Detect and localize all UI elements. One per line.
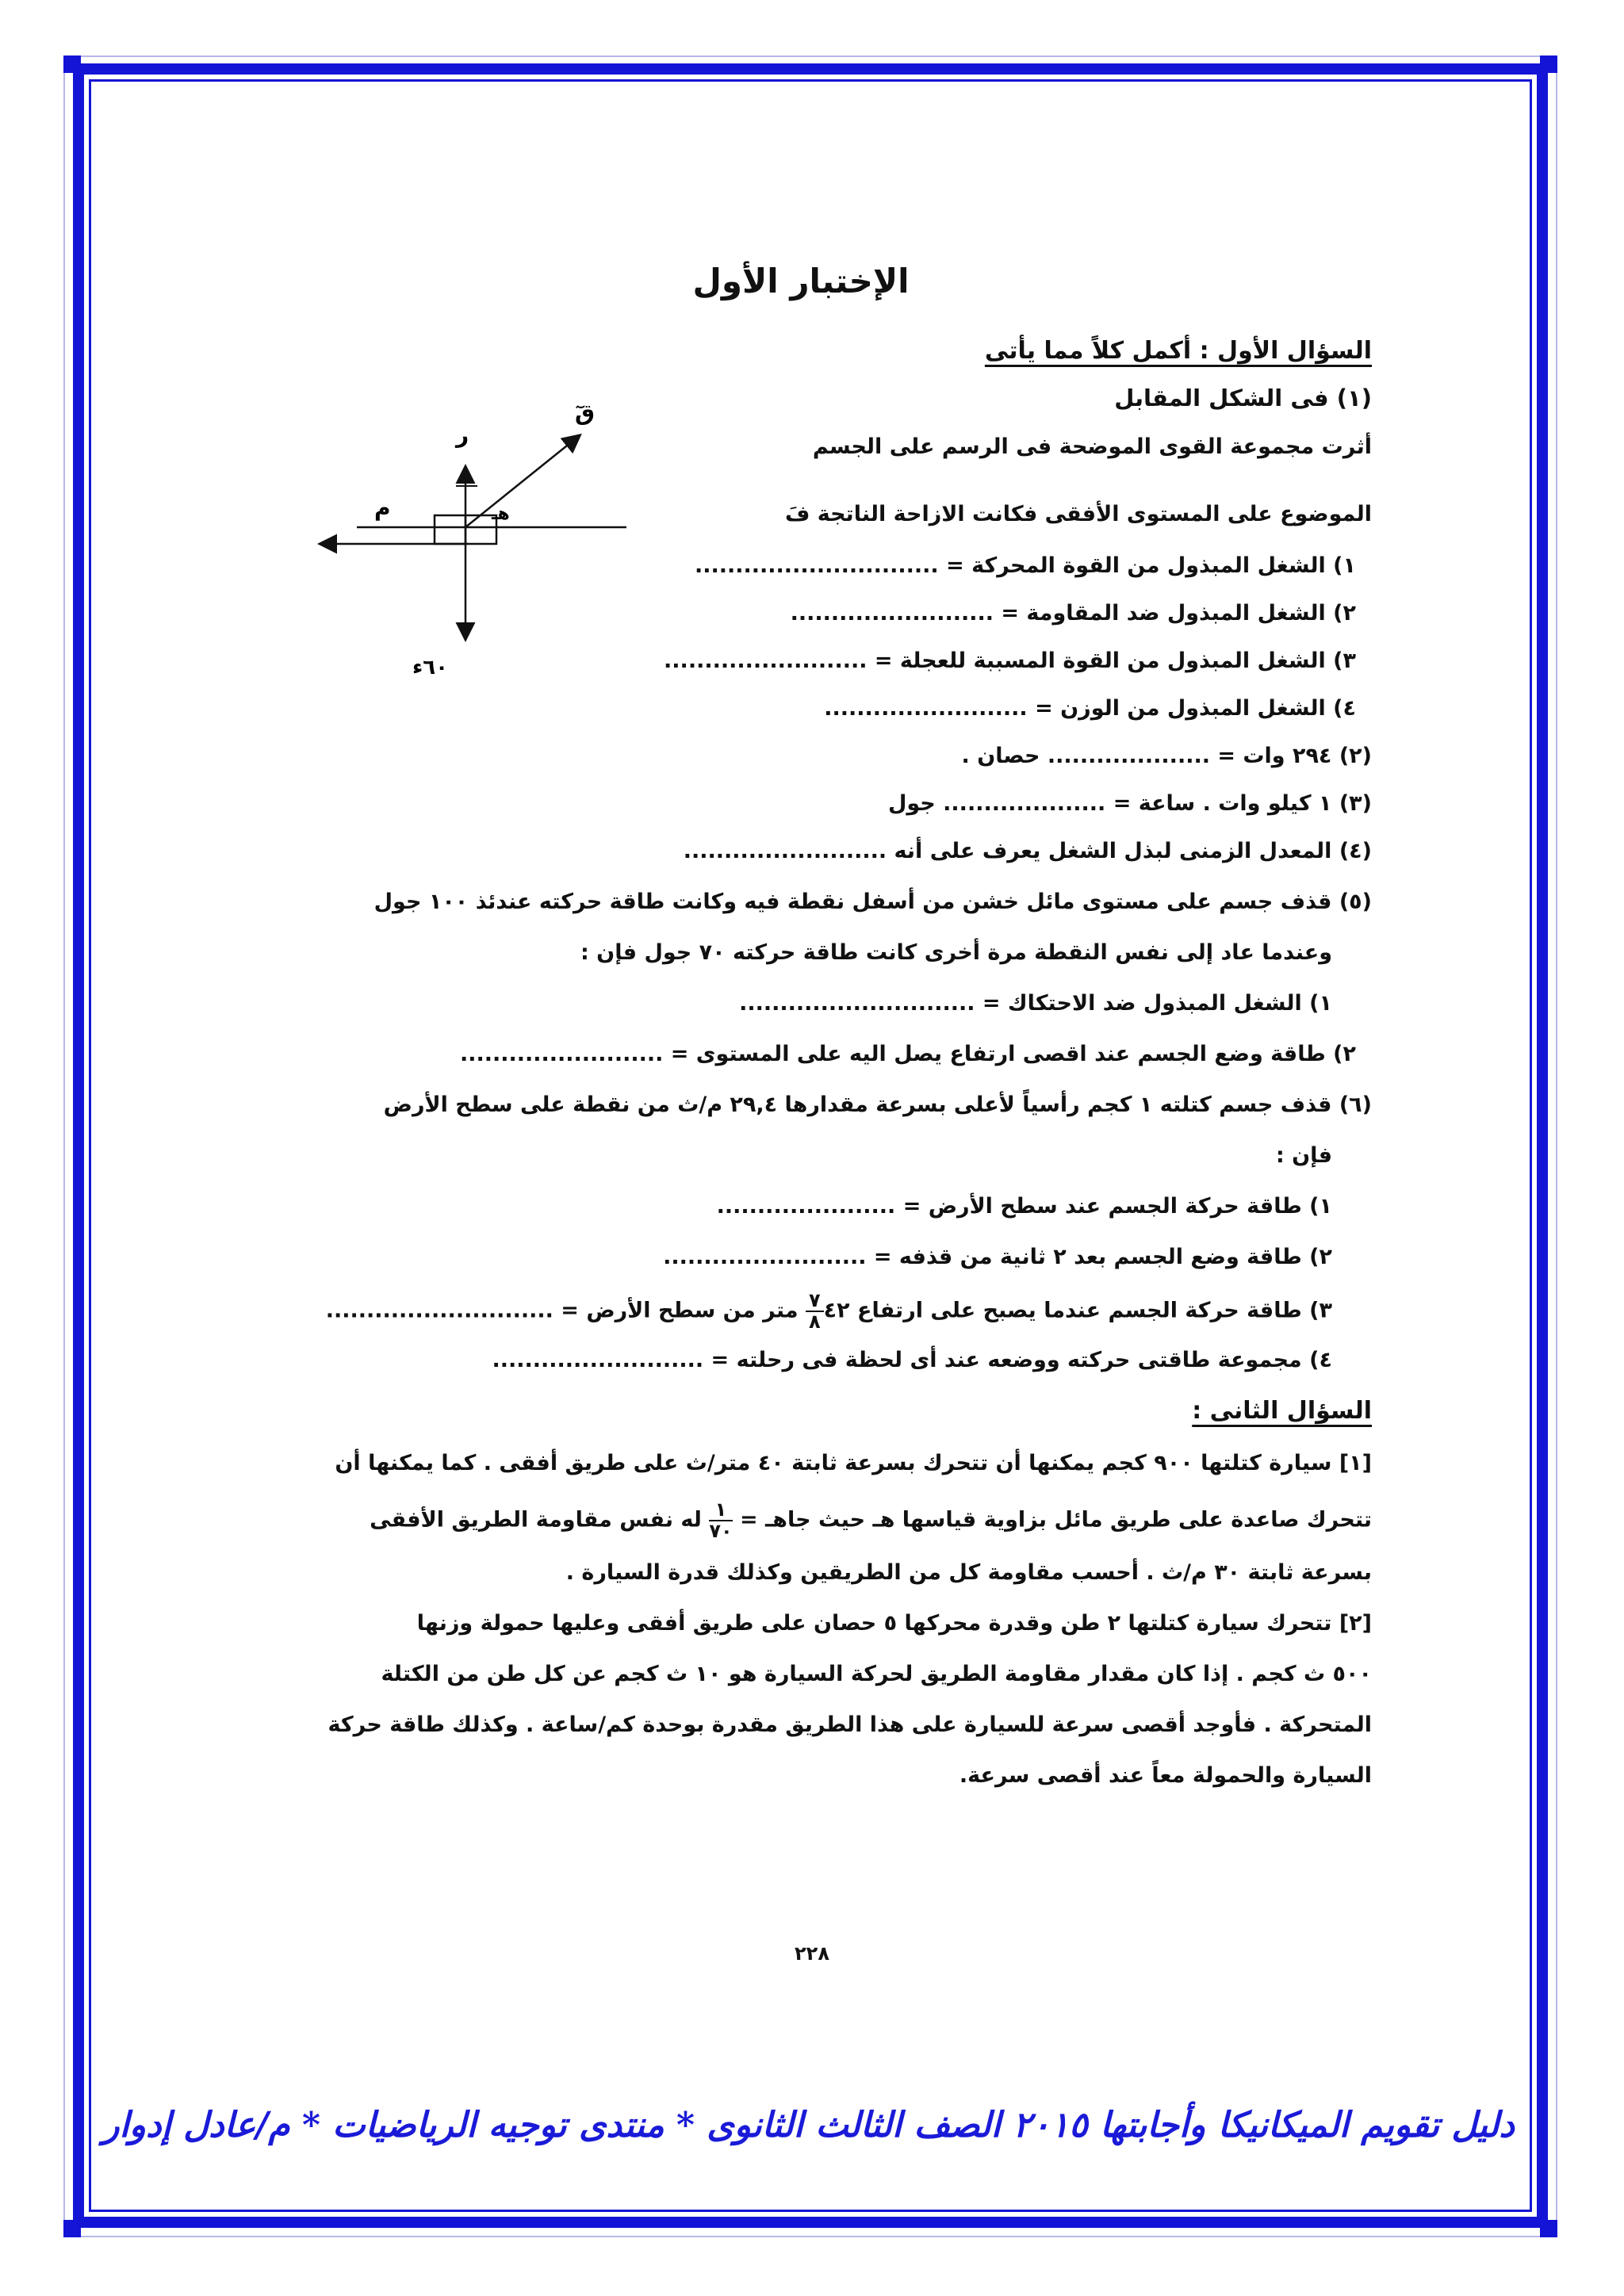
- corner-ornament: [63, 55, 81, 73]
- q1-item5-sub2: ٢) طاقة وضع الجسم عند اقصى ارتفاع يصل اليه على المستوى = .........................: [459, 1042, 1356, 1066]
- q1-item1-text-b: الموضوع على المستوى الأفقى فكانت الازاحة الناتجة فَ: [784, 502, 1372, 526]
- question-2-heading: السؤال الثانى :: [1192, 1397, 1372, 1425]
- q1-item1-text-a: أثرت مجموعة القوى الموضحة فى الرسم على الجسم: [812, 434, 1372, 459]
- q2-p1-b-pre: تتحرك صاعدة على طريق مائل بزاوية قياسها هـ حيث جاهـ =: [740, 1507, 1372, 1533]
- q1-item5-b: وعندما عاد إلى نفس النقطة مرة أخرى كانت طاقة حركته ٧٠ جول فإن :: [580, 940, 1332, 965]
- footer-caption: دليل تقويم الميكانيكا وأجابتها ٢٠١٥ الصف الثالث الثانوى * منتدى توجيه الرياضيات * م/عادل إدوار: [102, 2105, 1515, 2145]
- q2-p2-c: المتحركة . فأوجد أقصى سرعة للسيارة على هذا الطريق مقدرة بوحدة كم/ساعة . وكذلك طاقة حركة: [327, 1712, 1372, 1737]
- q2-p1-c: بسرعة ثابتة ٣٠ م/ث . أحسب مقاومة كل من الطريقين وكذلك قدرة السيارة .: [565, 1560, 1372, 1585]
- q1-item6-sub3-post: متر من سطح الأرض = ............................: [325, 1298, 799, 1323]
- q1-item6-sub3-whole: ٤٢: [823, 1298, 850, 1323]
- q1-item6-sub3: [326, 1291, 1332, 1332]
- q1-item6-sub2: ٢) طاقة وضع الجسم بعد ٢ ثانية من قذفه = .........................: [663, 1245, 1332, 1269]
- force-diagram: [309, 396, 642, 698]
- page-number: ٢٢٨: [795, 1942, 829, 1965]
- q1-item1-sub3: ٣) الشغل المبذول من القوة المسببة للعجلة = .........................: [664, 649, 1356, 673]
- q1-item6-sub3-pre: ٣) طاقة حركة الجسم عندما يصبح على ارتفاع: [857, 1298, 1332, 1323]
- fraction-denominator: ٨: [809, 1311, 821, 1334]
- q2-p2-b: ٥٠٠ ث كجم . إذا كان مقدار مقاومة الطريق لحركة السيارة هو ١٠ ث كجم عن كل طن من الكتلة: [381, 1662, 1372, 1686]
- label-q: قٓ: [575, 400, 596, 426]
- label-r: ر: [456, 422, 469, 448]
- page-title: الإختبار الأول: [692, 262, 910, 300]
- q1-item6-sub1: ١) طاقة حركة الجسم عند سطح الأرض = ......................: [716, 1194, 1332, 1219]
- label-m: م: [374, 495, 391, 521]
- applied-force-arrow: [465, 436, 579, 527]
- q1-item6-a: (٦) قذف جسم كتلته ١ كجم رأسياً لأعلى بسرعة مقدارها ٢٩,٤ م/ث من نقطة على سطح الأرض: [383, 1093, 1372, 1117]
- corner-ornament: [1540, 55, 1557, 73]
- question-1-heading: السؤال الأول : أكمل كلاً مما يأتى: [984, 337, 1372, 365]
- mixed-fraction: [806, 1291, 824, 1332]
- fraction: [709, 1500, 732, 1541]
- q2-p2-d: السيارة والحمولة معاً عند أقصى سرعة.: [959, 1763, 1372, 1788]
- corner-ornament: [63, 2220, 81, 2237]
- q2-p2-a: [٢] تتحرك سيارة كتلتها ٢ طن وقدرة محركها ٥ حصان على طريق أفقى وعليها حمولة وزنها: [416, 1611, 1372, 1636]
- q1-item1-sub1: ١) الشغل المبذول من القوة المحركة = ..............................: [694, 553, 1356, 578]
- q2-p1-b: [370, 1500, 1372, 1541]
- label-weight: ٦٠ء: [412, 656, 449, 679]
- q1-item3: (٣) ١ كيلو وات . ساعة = .................... جول: [887, 791, 1372, 816]
- q1-item6-sub4: ٤) مجموعة طاقتى حركته ووضعه عند أى لحظة فى رحلته = ..........................: [492, 1348, 1332, 1372]
- fraction-numerator: ٧: [806, 1291, 824, 1312]
- q1-item5-a: (٥) قذف جسم على مستوى مائل خشن من أسفل نقطة فيه وكانت طاقة حركته عندئذ ١٠٠ جول: [373, 890, 1372, 914]
- q1-item1-sub2: ٢) الشغل المبذول ضد المقاومة = .........................: [790, 601, 1356, 626]
- q1-item6-b: فإن :: [1275, 1143, 1332, 1168]
- fraction-denominator: ٧٠: [709, 1520, 733, 1543]
- q1-item5-sub1: ١) الشغل المبذول ضد الاحتكاك = .............................: [739, 991, 1332, 1016]
- fraction-numerator: ١: [709, 1500, 732, 1521]
- q2-p1-a: [١] سيارة كتلتها ٩٠٠ كجم يمكنها أن تتحرك بسرعة ثابتة ٤٠ متر/ث على طريق أفقى . كما يمكنها أن: [335, 1451, 1372, 1475]
- q1-item4: (٤) المعدل الزمنى لبذل الشغل يعرف على أنه .........................: [683, 839, 1372, 863]
- corner-ornament: [1540, 2220, 1557, 2237]
- q1-item1-heading: (١) فى الشكل المقابل: [1114, 385, 1372, 411]
- q1-item1-sub4: ٤) الشغل المبذول من الوزن = .........................: [824, 696, 1356, 721]
- q2-p1-b-post: له نفس مقاومة الطريق الأفقى: [370, 1507, 702, 1533]
- label-angle: هـ: [492, 504, 510, 524]
- q1-item2: (٢) ٢٩٤ وات = .................... حصان .: [961, 744, 1372, 768]
